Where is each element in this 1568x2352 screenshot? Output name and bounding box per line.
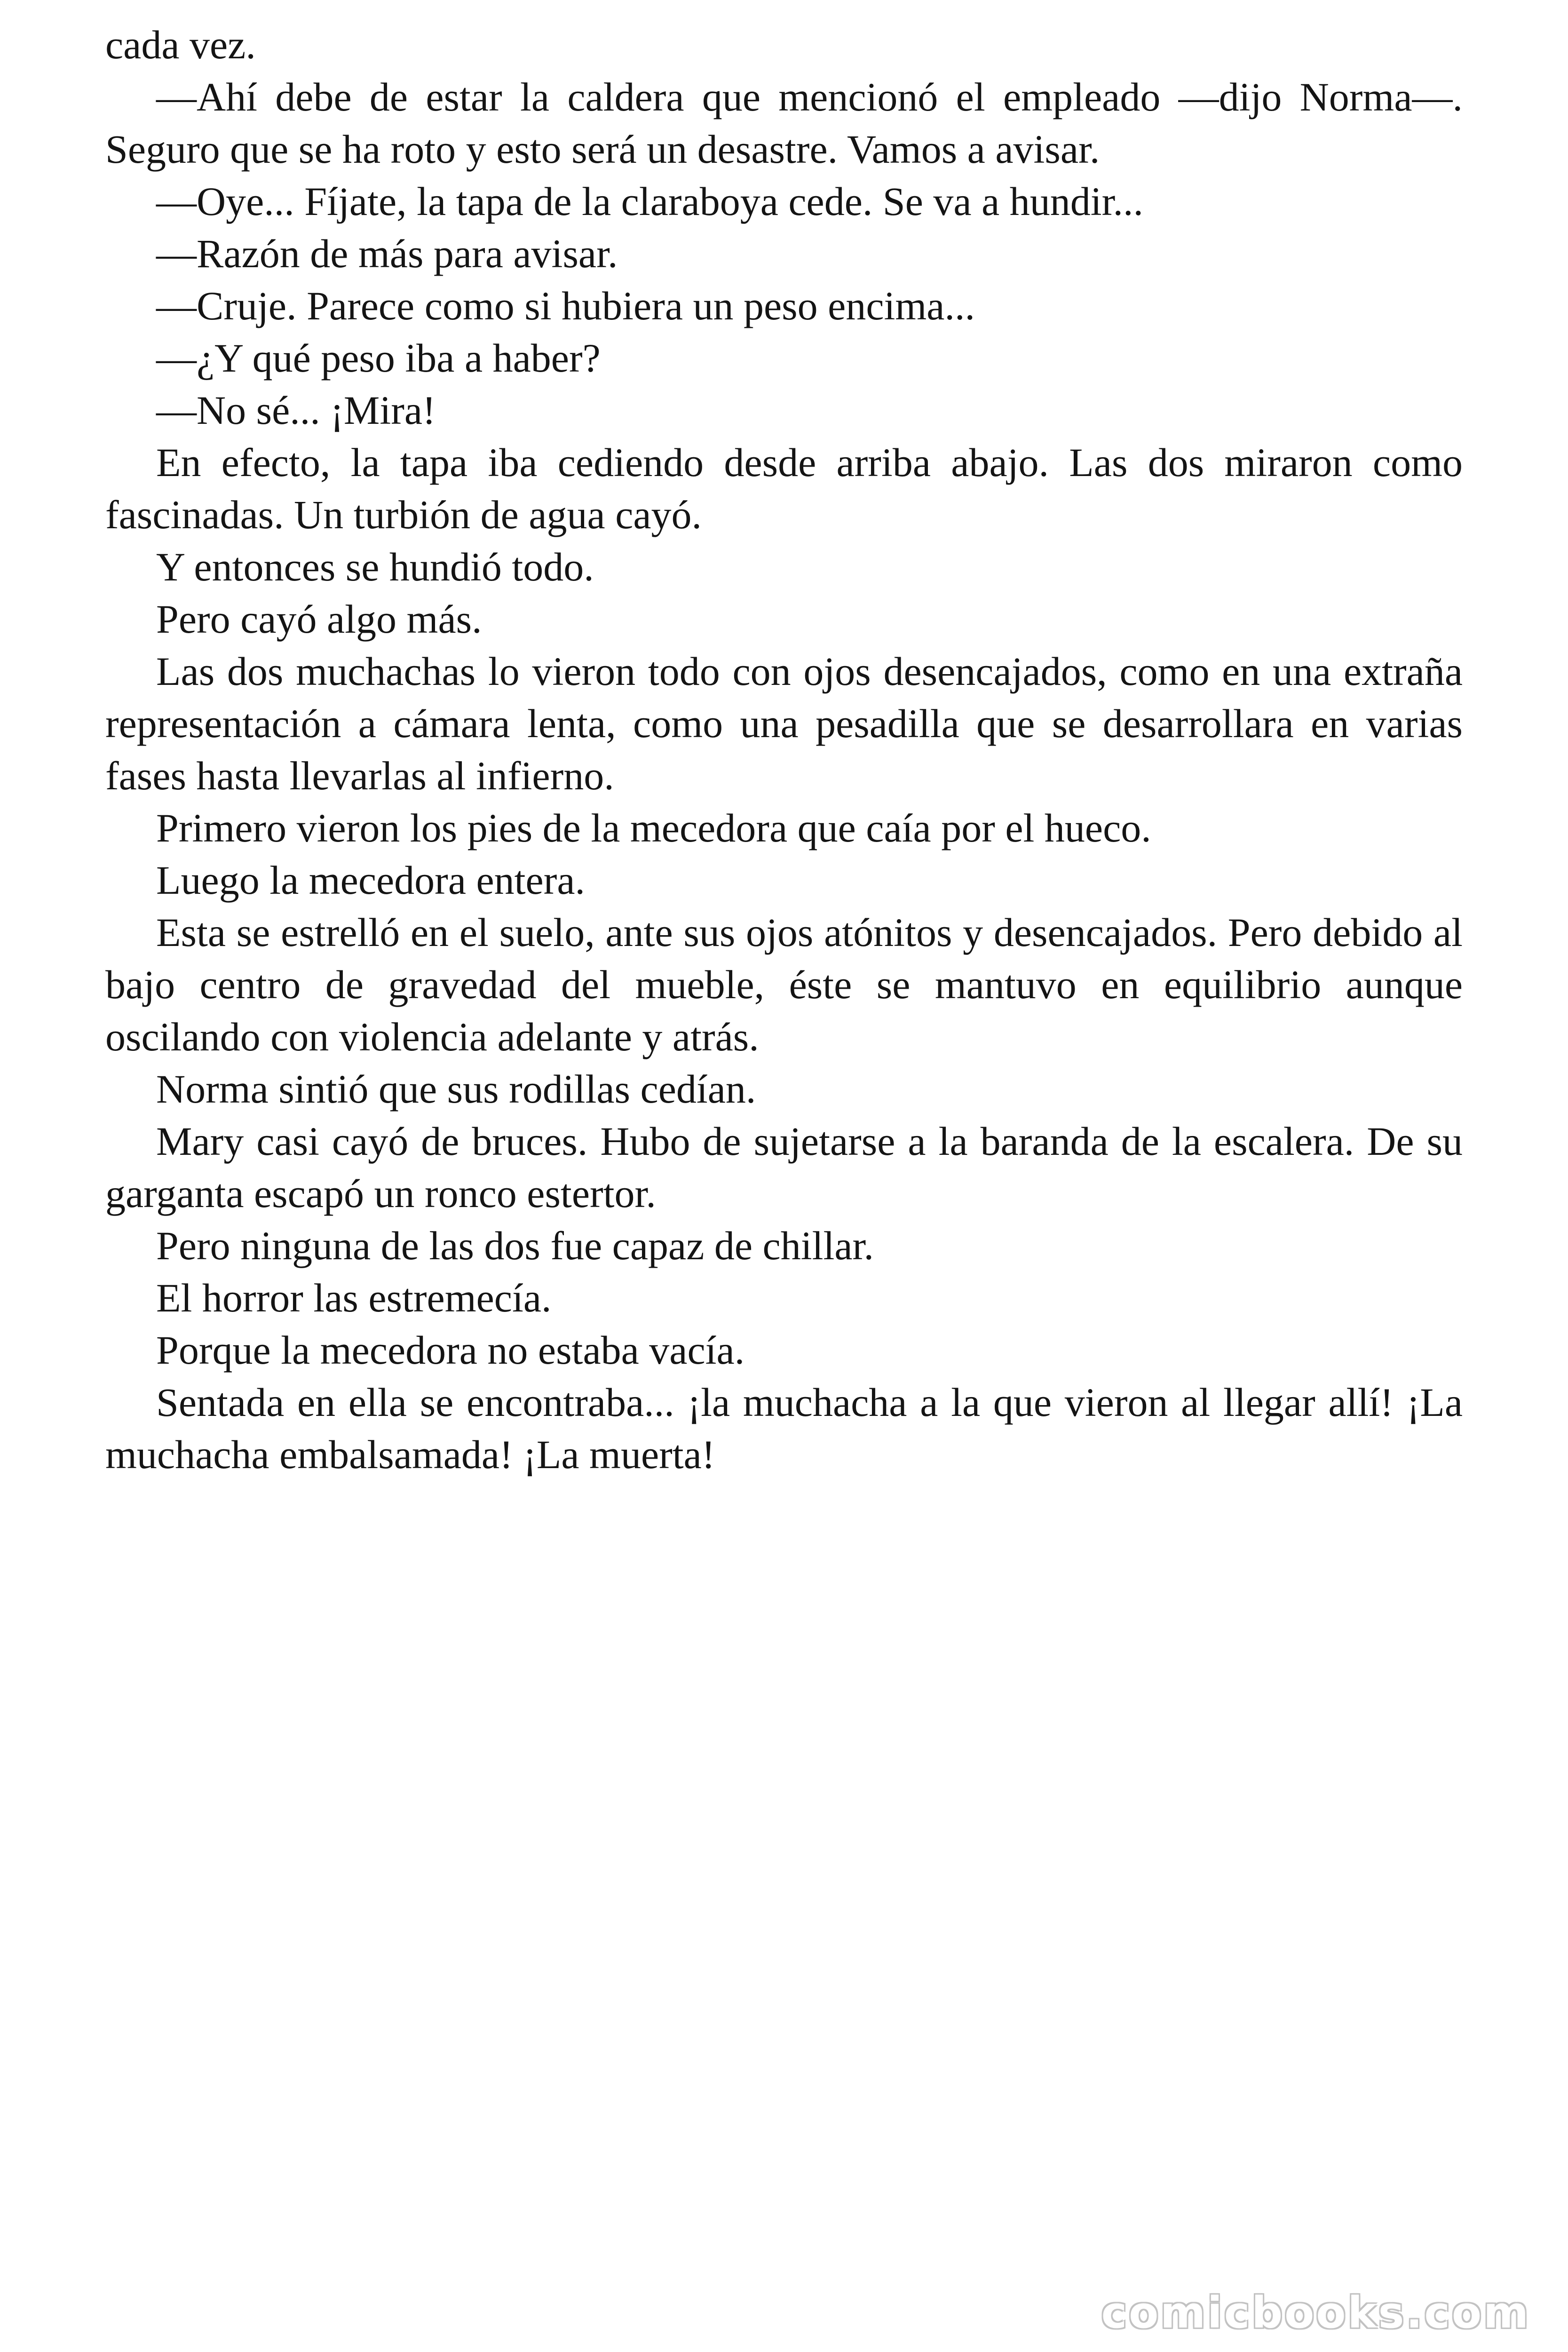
paragraph: Porque la mecedora no estaba vacía. bbox=[156, 1327, 745, 1373]
paragraph: —Razón de más para avisar. bbox=[156, 231, 618, 276]
paragraph: Pero cayó algo más. bbox=[156, 596, 482, 642]
body-text bbox=[105, 19, 1463, 1481]
paragraph: Primero vieron los pies de la mecedora que caía por el hueco. bbox=[156, 805, 1151, 850]
paragraph: Y entonces se hundió todo. bbox=[156, 544, 594, 589]
paragraph: Mary casi cayó de bruces. Hubo de sujetarse a la baranda de la escalera. De su garganta escapó un ronco estertor. bbox=[105, 1119, 1463, 1216]
paragraph: Luego la mecedora entera. bbox=[156, 858, 586, 903]
paragraph: —¿Y qué peso iba a haber? bbox=[156, 335, 601, 381]
paragraph: Pero ninguna de las dos fue capaz de chillar. bbox=[156, 1223, 874, 1268]
paragraph: Las dos muchachas lo vieron todo con ojos desencajados, como en una extraña representación a cámara lenta, como una pesadilla que se desarrollara en varias fases hasta llevarlas al infierno. bbox=[105, 649, 1463, 798]
paragraph: —Ahí debe de estar la caldera que mencionó el empleado —dijo Norma—. Seguro que se ha roto y esto será un desastre. Vamos a avisar. bbox=[105, 74, 1463, 172]
paragraph: —Cruje. Parece como si hubiera un peso encima... bbox=[156, 283, 975, 328]
paragraph: Esta se estrelló en el suelo, ante sus ojos atónitos y desencajados. Pero debido al bajo centro de gravedad del mueble, éste se mantuvo en equilibrio aunque oscilando con violencia adelante y atrás. bbox=[105, 910, 1463, 1059]
paragraph: Sentada en ella se encontraba... ¡la muchacha a la que vieron al llegar allí! ¡La muchacha embalsamada! ¡La muerta! bbox=[105, 1380, 1463, 1477]
paragraph: —Oye... Fíjate, la tapa de la claraboya cede. Se va a hundir... bbox=[156, 179, 1144, 224]
paragraph: cada vez. bbox=[105, 22, 256, 67]
paragraph: —No sé... ¡Mira! bbox=[156, 388, 436, 433]
paragraph: Norma sintió que sus rodillas cedían. bbox=[156, 1066, 756, 1112]
paragraph: En efecto, la tapa iba cediendo desde arriba abajo. Las dos miraron como fascinadas. Un turbión de agua cayó. bbox=[105, 440, 1463, 537]
paragraph: El horror las estremecía. bbox=[156, 1275, 552, 1320]
site-watermark: comicbooks.com bbox=[1101, 2288, 1530, 2338]
